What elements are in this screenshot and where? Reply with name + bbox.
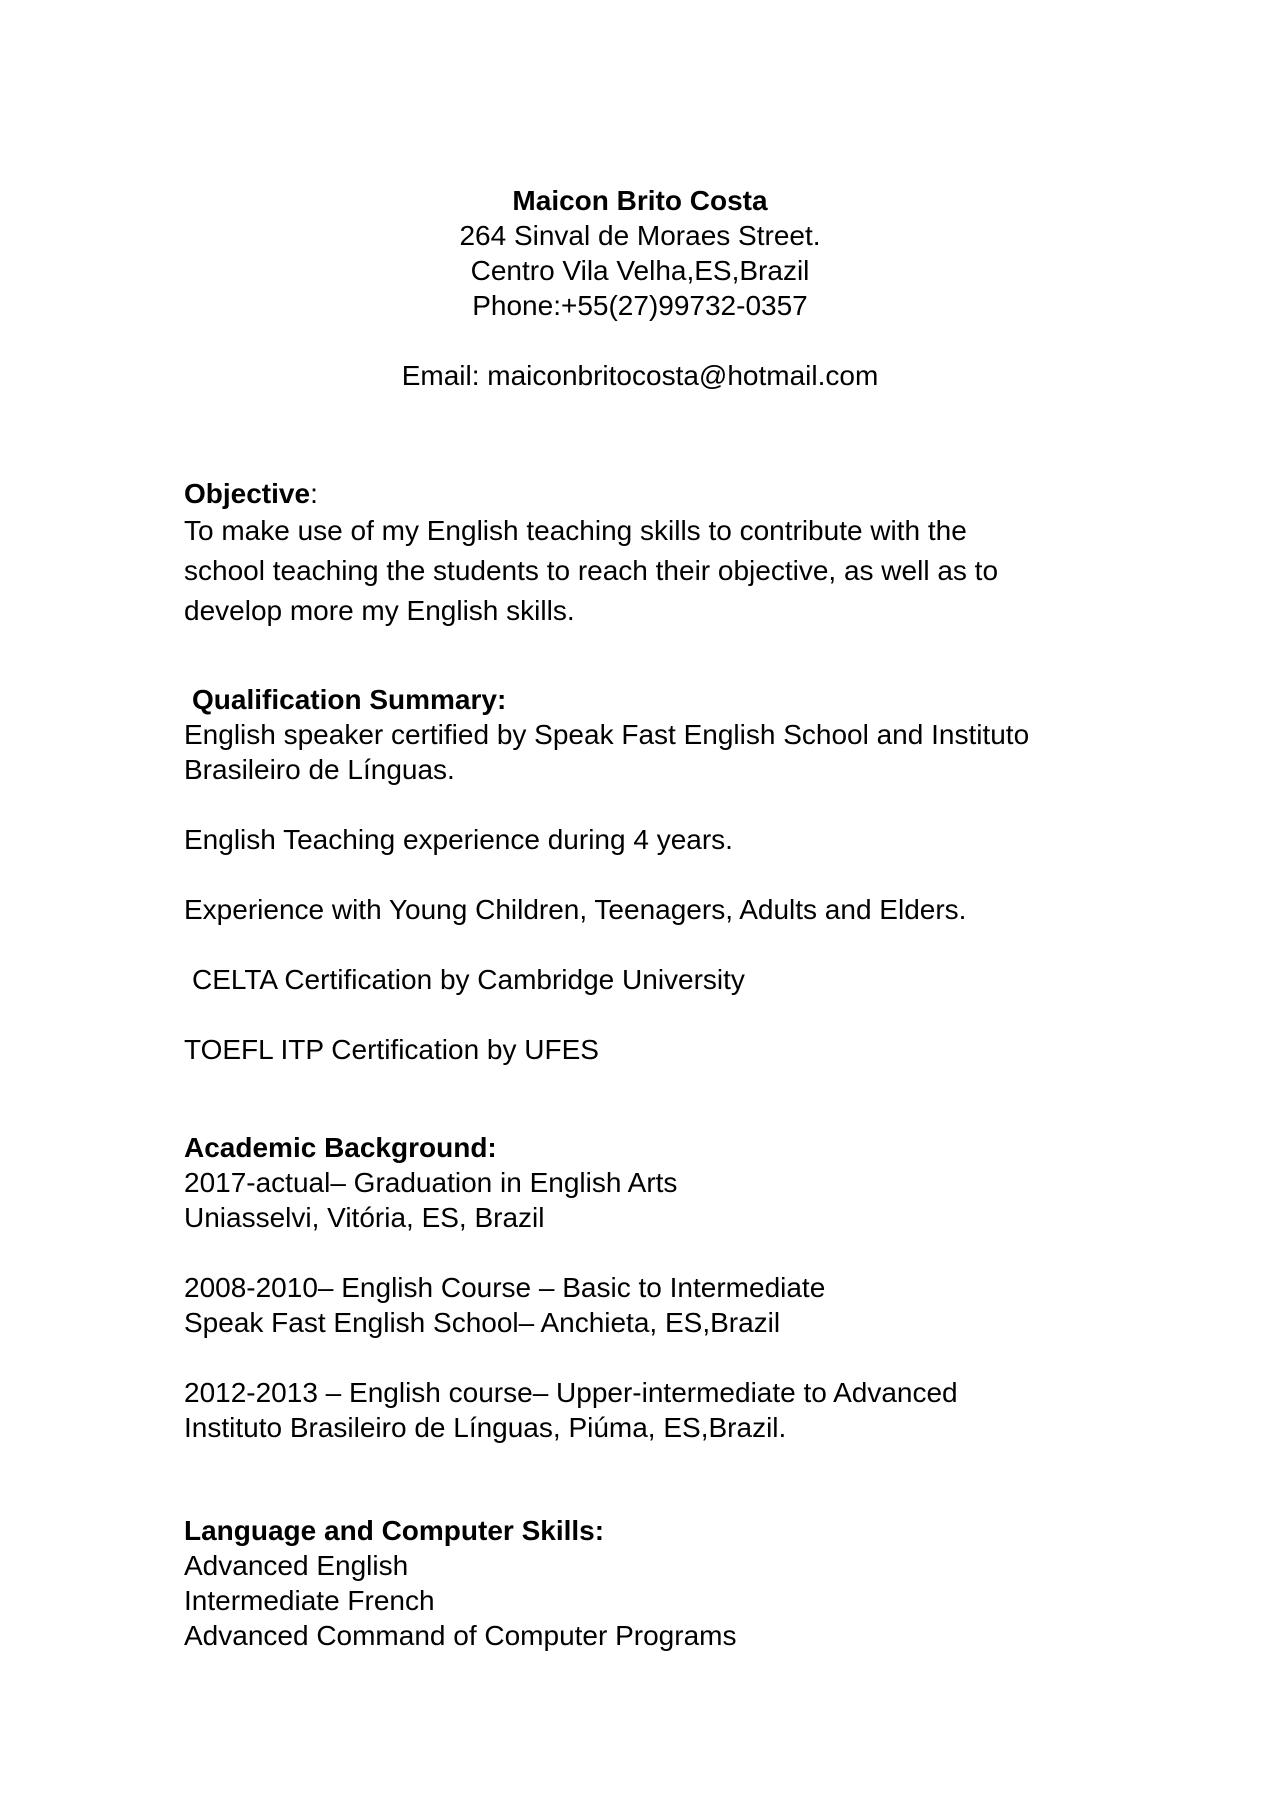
academic-entry xyxy=(184,1270,1104,1340)
phone-number: Phone:+55(27)99732-0357 xyxy=(472,290,808,321)
email-address: Email: maiconbritocosta@hotmail.com xyxy=(401,360,879,391)
contact-header xyxy=(0,183,1280,393)
spacer xyxy=(184,787,1104,822)
qualification-section xyxy=(184,682,1104,1067)
spacer xyxy=(184,927,1104,962)
academic-entry-title: 2008-2010– English Course – Basic to Intermediate xyxy=(184,1272,826,1303)
spacer xyxy=(184,1340,1104,1375)
academic-entry xyxy=(184,1165,1104,1235)
academic-entry-institution: Speak Fast English School– Anchieta, ES,Brazil xyxy=(184,1307,781,1338)
academic-section xyxy=(184,1130,1104,1445)
academic-heading: Academic Background: xyxy=(184,1132,497,1163)
skills-heading: Language and Computer Skills: xyxy=(184,1515,605,1546)
address-city: Centro Vila Velha,ES,Brazil xyxy=(470,255,810,286)
objective-heading-line xyxy=(184,476,1104,511)
skills-section xyxy=(184,1513,1104,1653)
qualification-line: English speaker certified by Speak Fast English School and Instituto xyxy=(184,719,1030,750)
qualification-item xyxy=(184,717,1104,787)
spacer xyxy=(184,997,1104,1032)
address-street: 264 Sinval de Moraes Street. xyxy=(459,220,821,251)
qualification-item: English Teaching experience during 4 years. xyxy=(184,824,733,855)
objective-text xyxy=(184,511,1104,631)
skill-item: Intermediate French xyxy=(184,1585,435,1616)
objective-line: To make use of my English teaching skills to contribute with the xyxy=(184,515,967,546)
qualification-heading: Qualification Summary: xyxy=(192,684,507,715)
candidate-name: Maicon Brito Costa xyxy=(512,185,768,216)
academic-entry-institution: Instituto Brasileiro de Línguas, Piúma, ES,Brazil. xyxy=(184,1412,787,1443)
objective-heading-colon: : xyxy=(310,478,318,509)
objective-section xyxy=(184,476,1104,631)
qualification-item: CELTA Certification by Cambridge University xyxy=(192,964,745,995)
objective-line: school teaching the students to reach their objective, as well as to xyxy=(184,555,999,586)
skill-item: Advanced English xyxy=(184,1550,409,1581)
qualification-line: Brasileiro de Línguas. xyxy=(184,754,455,785)
objective-heading: Objective xyxy=(184,478,311,509)
objective-line: develop more my English skills. xyxy=(184,595,575,626)
academic-entry-title: 2012-2013 – English course– Upper-intermediate to Advanced xyxy=(184,1377,958,1408)
qualification-item: TOEFL ITP Certification by UFES xyxy=(184,1034,599,1065)
academic-entry-title: 2017-actual– Graduation in English Arts xyxy=(184,1167,678,1198)
qualification-item: Experience with Young Children, Teenagers, Adults and Elders. xyxy=(184,894,967,925)
skill-item: Advanced Command of Computer Programs xyxy=(184,1620,737,1651)
academic-entry xyxy=(184,1375,1104,1445)
spacer xyxy=(184,857,1104,892)
spacer xyxy=(184,1235,1104,1270)
academic-entry-institution: Uniasselvi, Vitória, ES, Brazil xyxy=(184,1202,545,1233)
